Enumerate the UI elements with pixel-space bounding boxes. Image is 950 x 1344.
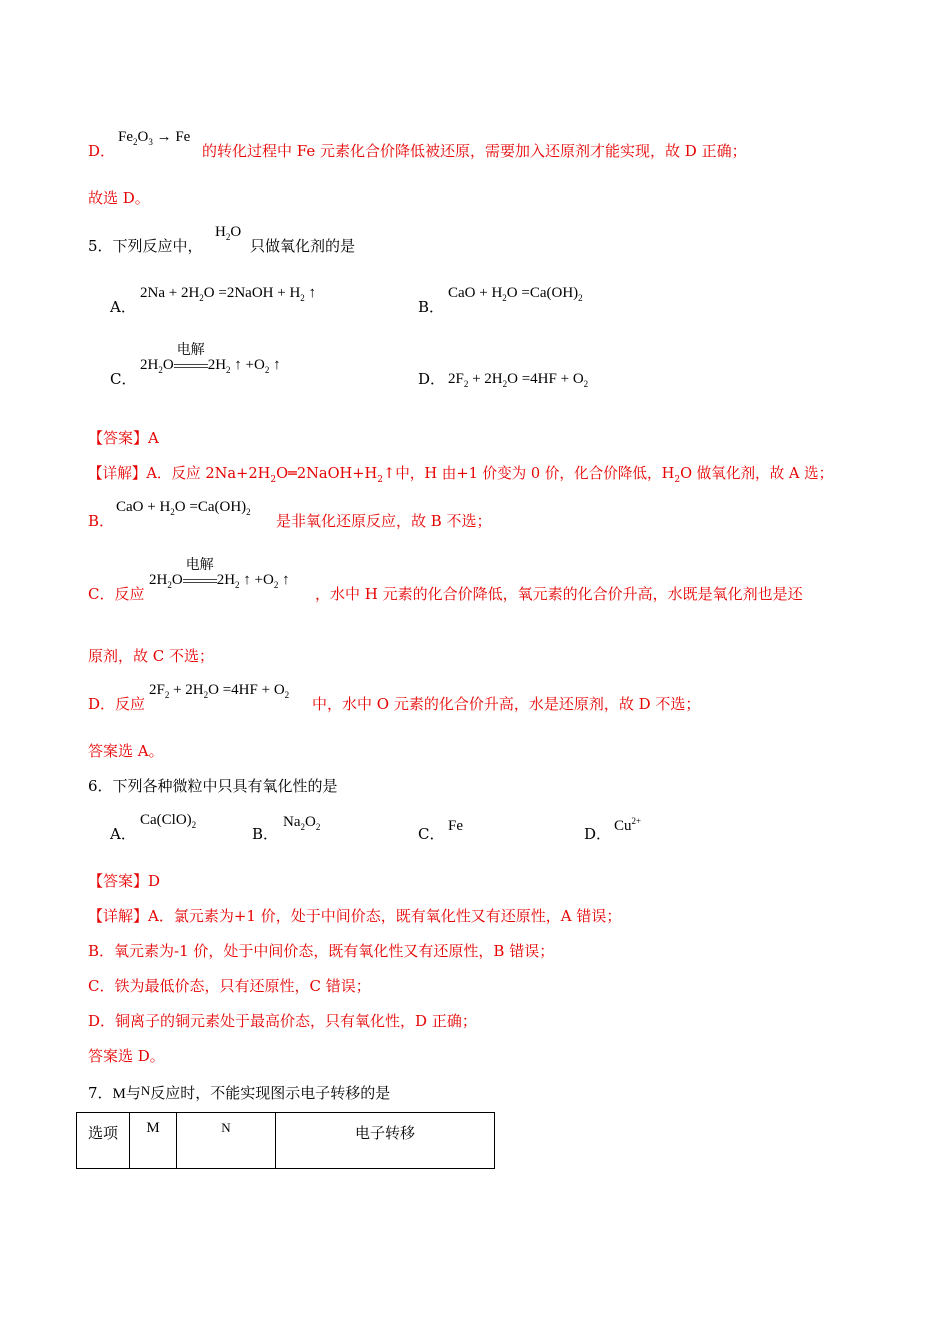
q5-option-b-label: B． (418, 298, 445, 316)
table-header-electron-transfer: 电子转移 (276, 1113, 495, 1169)
q6-option-c-formula: Fe (448, 818, 463, 834)
table-header-n: N (177, 1113, 276, 1169)
electrolysis-label: 电解 (185, 557, 214, 573)
q5-detail-d-text: 中，水中 O 元素的化合价升高，水是还原剂，故 D 不选； (312, 695, 701, 713)
q5-detail-b-equation: CaO + $H_2O =Ca(OH)_2$ (116, 499, 251, 517)
q6-option-b-formula: $Na_2O_2$ (283, 814, 321, 832)
q5-option-c-equation: $2H_2O$ 电解 $2H_2$ ↑ $+O_2$ ↑ (140, 342, 281, 375)
q5-conclusion: 答案选 A。 (88, 742, 164, 760)
q5-detail-b-label: B． (88, 512, 115, 530)
q5-answer: 【答案】A (88, 429, 159, 447)
q5-detail-c-equation: $2H_2O$ 电解 $2H_2$ ↑ $+O_2$ ↑ (149, 557, 290, 590)
q7-stem: 7．M与N反应时，不能实现图示电子转移的是 (88, 1083, 391, 1102)
table-row (77, 1113, 495, 1169)
q6-detail-b: B．氧元素为-1 价，处于中间价态，既有氧化性又有还原性，B 错误； (88, 942, 555, 960)
electrolysis-label: 电解 (176, 342, 205, 358)
table-header-m: M (130, 1113, 177, 1169)
q6-detail-c: C．铁为最低价态，只有还原性，C 错误； (88, 977, 371, 995)
q5-stem-suffix: 只做氧化剂的是 (250, 237, 356, 255)
table-header-option: 选项 (77, 1113, 130, 1169)
q5-option-c-label: C． (110, 370, 137, 388)
q7-table (76, 1112, 495, 1169)
q4-option-d-formula: $Fe_2O_3 \to Fe$ (118, 129, 191, 147)
q6-option-b-label: B． (252, 825, 279, 843)
q5-option-a-equation: $2Na + 2H_2O$ =2NaOH + $H_2$ ↑ (140, 285, 317, 303)
q5-detail-c-text-cont: 原剂，故 C 不选； (88, 647, 215, 665)
q5-detail-c-text: ，水中 H 元素的化合价降低，氧元素的化合价升高，水既是氧化剂也是还 (315, 585, 803, 603)
q5-option-a-label: A． (110, 298, 136, 316)
q6-answer: 【答案】D (88, 872, 161, 890)
q6-option-d-formula: $Cu^{2+}$ (614, 816, 642, 834)
q5-stem-prefix: 5．下列反应中， (88, 237, 203, 255)
q4-option-d-text: 的转化过程中 Fe 元素化合价降低被还原，需要加入还原剂才能实现，故 D 正确； (202, 142, 747, 160)
q5-detail-d-label: D．反应 (88, 695, 146, 713)
q5-detail-a: 【详解】A．反应 $2Na+2H_2O═2NaOH+H_2↑$中，H 由+1 价变为 0 价，化合价降低，$H_2O$ 做氧化剂，故 A 选； (88, 465, 834, 485)
q5-stem-water: $H_2O$ (215, 224, 242, 242)
q6-conclusion: 答案选 D。 (88, 1047, 165, 1065)
q5-option-b-equation: CaO + $H_2O =Ca(OH)_2$ (448, 285, 583, 303)
q4-option-d-label: D． (88, 142, 116, 160)
q6-option-c-label: C． (418, 825, 445, 843)
q5-detail-b-text: 是非氧化还原反应，故 B 不选； (276, 512, 492, 530)
q4-conclusion: 故选 D。 (88, 189, 150, 207)
q6-option-d-label: D． (584, 825, 612, 843)
q6-stem: 6．下列各种微粒中只具有氧化性的是 (88, 777, 338, 795)
q5-option-d-equation: $2F_2 + 2H_2O =4HF + O_2$ (448, 371, 589, 389)
q6-detail-d: D．铜离子的铜元素处于最高价态，只有氧化性，D 正确； (88, 1012, 477, 1030)
q6-detail-a: 【详解】A．氯元素为+1 价，处于中间价态，既有氧化性又有还原性，A 错误； (88, 907, 622, 925)
q6-option-a-formula: $Ca(ClO)_2$ (140, 812, 197, 830)
q6-option-a-label: A． (110, 825, 136, 843)
q5-detail-c-label: C．反应 (88, 585, 145, 603)
q5-detail-d-equation: $2F_2 + 2H_2O =4HF + O_2$ (149, 682, 290, 700)
q5-option-d-label: D． (418, 370, 446, 388)
